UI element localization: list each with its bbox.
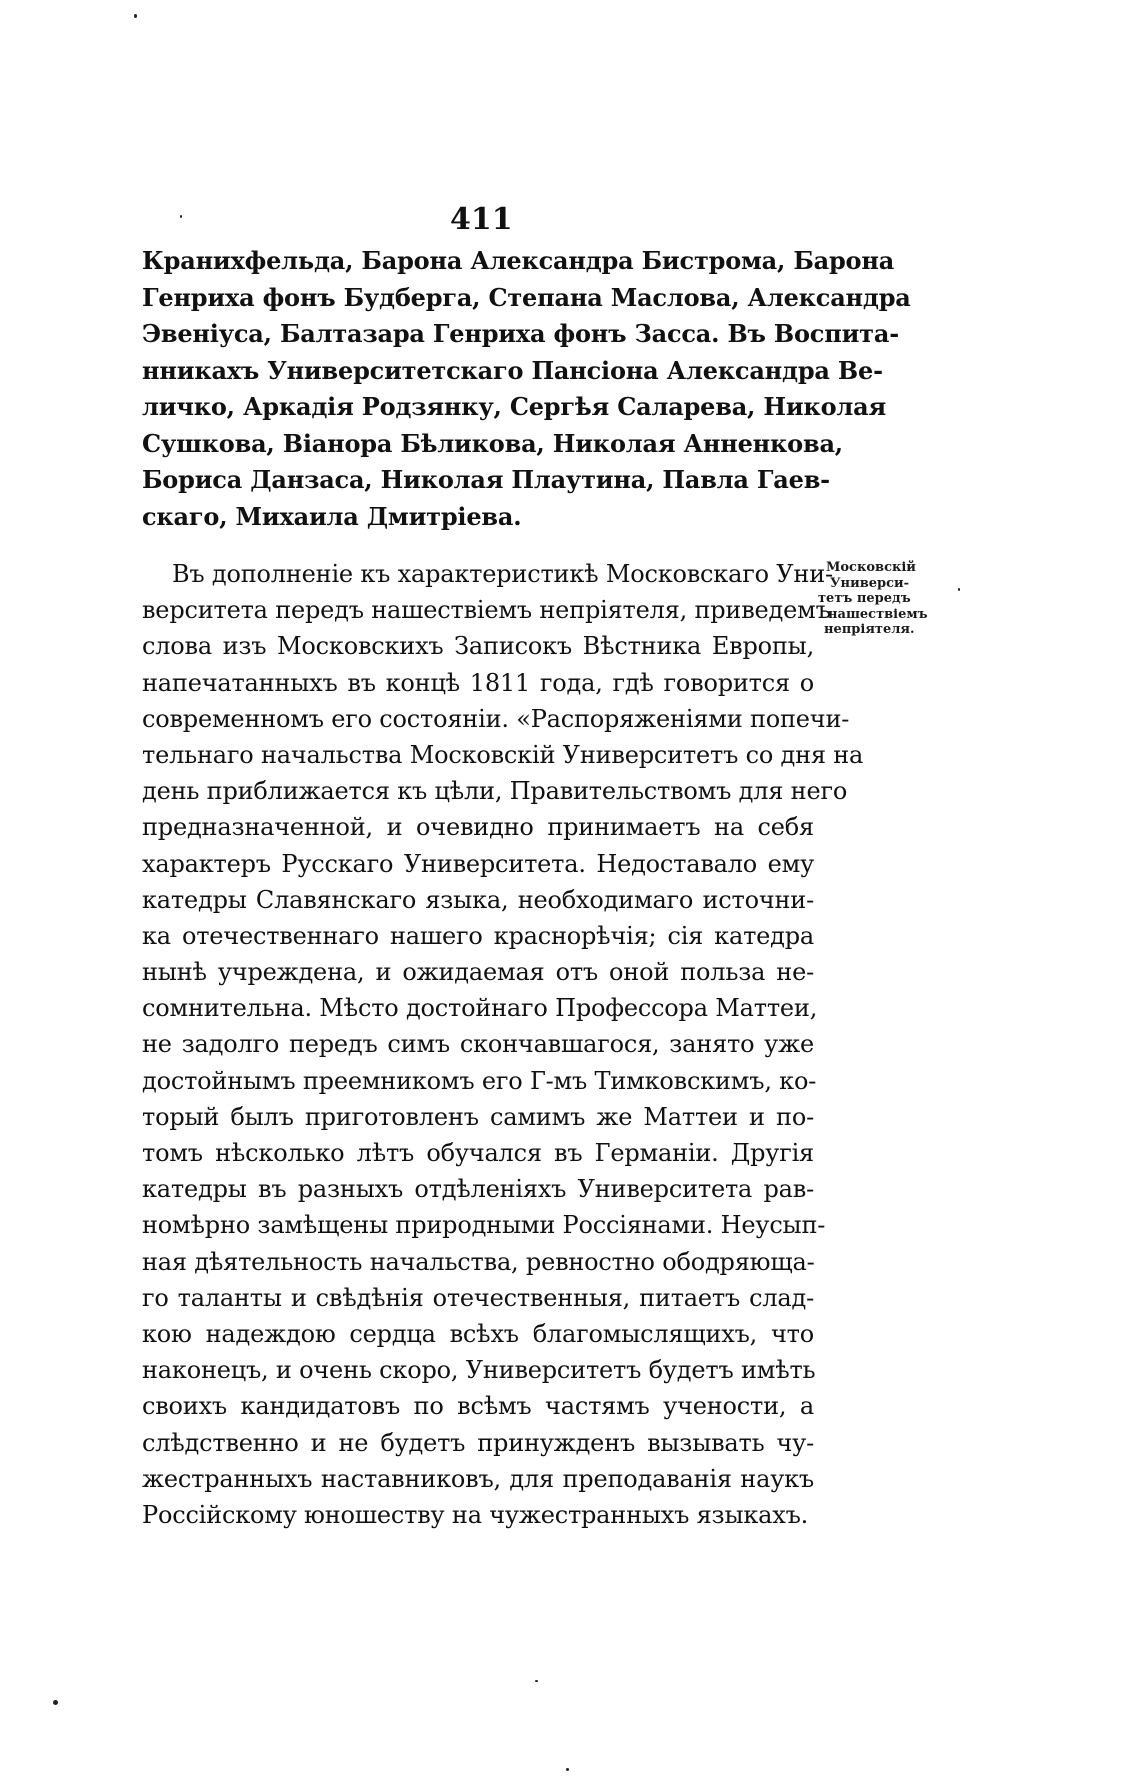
text-line: сомнительна. Мѣсто достойнаго Профессора Маттеи,	[142, 994, 818, 1023]
text-line: ная дѣятельность начальства, ревностно ободряюща-	[142, 1247, 815, 1276]
text-line: Сушкова, Віанора Бѣликова, Николая Анненкова,	[142, 428, 843, 458]
text-line: номѣрно замѣщены природными Россіянами. Неусып-	[142, 1211, 826, 1240]
text-line: характеръ Русскаго Университета. Недоставало ему	[142, 849, 814, 878]
text-line: Россійскому юношеству на чужестранныхъ языкахъ.	[142, 1500, 809, 1529]
text-line: своихъ кандидатовъ по всѣмъ частямъ учености, а	[142, 1392, 814, 1421]
scan-speck	[134, 14, 137, 18]
text-line: нникахъ Университетскаго Пансіона Александра Ве-	[142, 355, 883, 385]
text-line: Въ дополненіе къ характеристикѣ Московскаго Уни-	[172, 560, 833, 588]
text-line: торый былъ приготовленъ самимъ же Маттеи и по-	[142, 1102, 814, 1131]
paragraph-list-of-names	[142, 243, 911, 535]
margin-note-line: тетъ передъ	[818, 591, 911, 606]
text-line: катедры Славянскаго языка, необходимаго источни-	[142, 885, 814, 914]
scan-speck	[958, 588, 960, 591]
margin-note-line: Московскій	[826, 560, 916, 575]
text-line: тельнаго начальства Московскій Университетъ со дня на	[142, 740, 864, 769]
scan-speck	[180, 215, 182, 218]
scan-speck	[535, 1680, 538, 1682]
scan-speck	[53, 1700, 58, 1705]
paragraph-university-characteristic	[142, 556, 864, 1533]
text-line: кою надеждою сердца всѣхъ благомыслящихъ, что	[142, 1319, 814, 1348]
text-line: Эвеніуса, Балтазара Генриха фонъ Засса. Въ Воспита-	[142, 319, 899, 348]
margin-note-line: Универси-	[830, 575, 910, 591]
text-line: томъ нѣсколько лѣтъ обучался въ Германіи. Другія	[142, 1139, 814, 1167]
text-line: достойнымъ преемникомъ его Г-мъ Тимковскимъ, ко-	[142, 1066, 817, 1095]
text-line: слѣдственно и не будетъ принужденъ вызывать чу-	[142, 1428, 814, 1457]
text-line: Кранихфельда, Барона Александра Бистрома, Барона	[142, 246, 895, 275]
text-line: предназначенной, и очевидно принимаетъ на себя	[142, 813, 814, 842]
text-line: не задолго передъ симъ скончавшагося, занято уже	[142, 1030, 814, 1059]
text-line: катедры въ разныхъ отдѣленіяхъ Университета рав-	[142, 1175, 814, 1204]
page-number: 411	[450, 202, 513, 237]
text-line: Бориса Данзаса, Николая Плаутина, Павла Гаев-	[142, 465, 830, 494]
text-line: современномъ его состояніи. «Распоряженіями попечи-	[142, 704, 850, 733]
margin-note	[818, 560, 946, 638]
text-line: ка отечественнаго нашего краснорѣчія; сія катедра	[142, 921, 814, 950]
scan-speck	[566, 1768, 569, 1771]
text-line: верситета передъ нашествіемъ непріятеля, приведемъ	[142, 596, 831, 625]
text-line: нынѣ учреждена, и ожидаемая отъ оной польза не-	[142, 958, 814, 987]
text-line: жестранныхъ наставниковъ, для преподаванія наукъ	[142, 1464, 814, 1493]
margin-note-line: нашествіемъ	[828, 606, 928, 622]
text-line: Генриха фонъ Будберга, Степана Маслова, Александра	[142, 282, 911, 312]
text-line: го таланты и свѣдѣнія отечественныя, питаетъ слад-	[142, 1283, 814, 1312]
text-line: наконецъ, и очень скоро, Университетъ будетъ имѣть	[142, 1356, 816, 1385]
text-line: день приближается къ цѣли, Правительствомъ для него	[142, 777, 848, 806]
text-line: напечатанныхъ въ концѣ 1811 года, гдѣ говорится о	[142, 668, 814, 697]
text-line: скаго, Михаила Дмитріева.	[142, 501, 522, 531]
text-line: слова изъ Московскихъ Записокъ Вѣстника Европы,	[142, 632, 814, 661]
text-line: личко, Аркадія Родзянку, Сергѣя Саларева, Николая	[142, 392, 886, 421]
margin-note-line: непріятеля.	[824, 622, 915, 637]
